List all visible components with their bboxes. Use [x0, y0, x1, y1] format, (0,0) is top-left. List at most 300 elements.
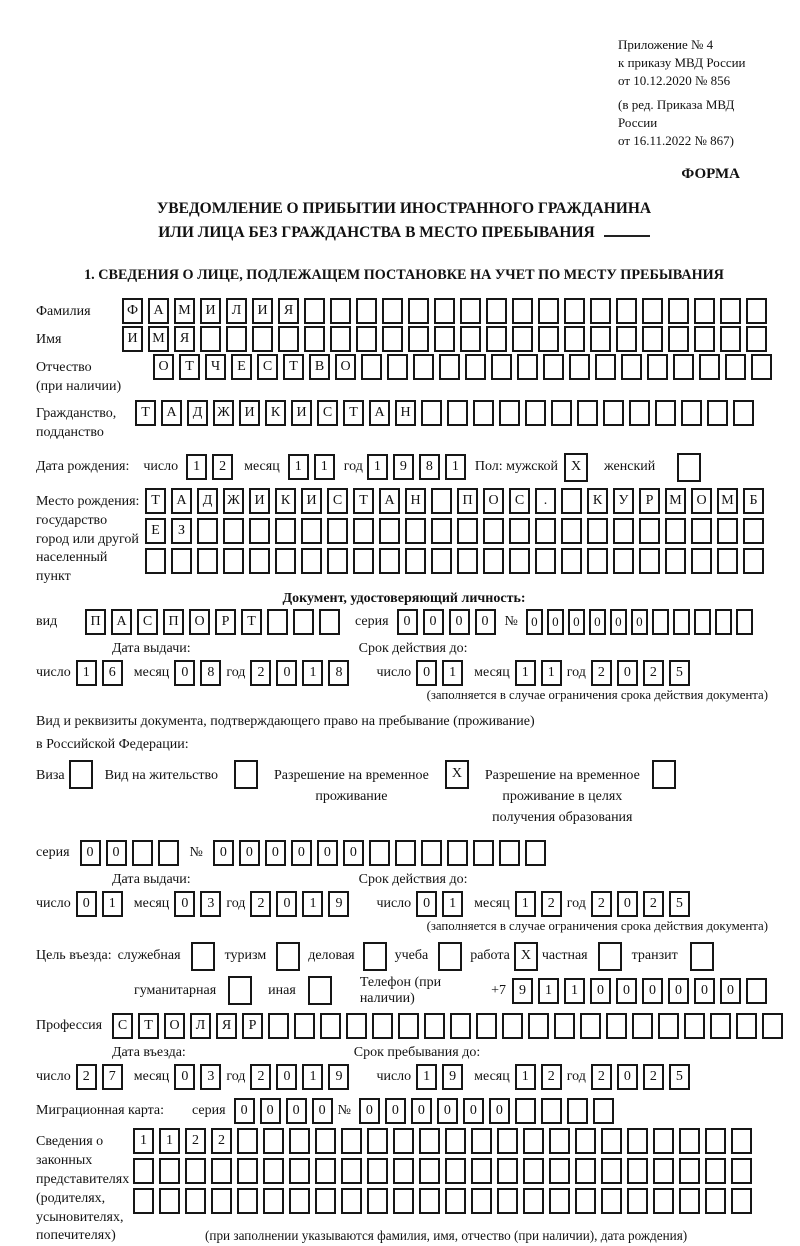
char-cell[interactable] [715, 609, 732, 635]
char-cell[interactable]: 1 [538, 978, 559, 1004]
char-cell[interactable] [319, 609, 340, 635]
char-cell[interactable] [393, 1128, 414, 1154]
char-cell[interactable] [419, 1158, 440, 1184]
char-cell[interactable] [457, 548, 478, 574]
char-cell[interactable]: Е [231, 354, 252, 380]
char-cell[interactable] [185, 1188, 206, 1214]
char-cell[interactable]: 1 [314, 454, 335, 480]
char-cell[interactable]: 0 [359, 1098, 380, 1124]
char-cell[interactable]: 2 [591, 891, 612, 917]
checkbox-purpose-business[interactable] [363, 942, 387, 971]
char-cell[interactable] [541, 1098, 562, 1124]
char-cell[interactable]: Т [353, 488, 374, 514]
char-cell[interactable]: 2 [212, 454, 233, 480]
char-cell[interactable] [408, 298, 429, 324]
char-cell[interactable]: М [665, 488, 686, 514]
char-cell[interactable] [327, 548, 348, 574]
char-cell[interactable] [159, 1188, 180, 1214]
char-cell[interactable] [237, 1158, 258, 1184]
char-cell[interactable]: 0 [616, 978, 637, 1004]
char-cell[interactable] [133, 1188, 154, 1214]
char-cell[interactable] [263, 1158, 284, 1184]
char-cell[interactable] [434, 326, 455, 352]
char-cell[interactable]: 0 [437, 1098, 458, 1124]
char-cell[interactable] [684, 1013, 705, 1039]
char-cell[interactable] [523, 1128, 544, 1154]
char-cell[interactable] [439, 354, 460, 380]
char-cell[interactable]: 0 [590, 978, 611, 1004]
char-cell[interactable] [158, 840, 179, 866]
char-cell[interactable]: 1 [302, 1064, 323, 1090]
char-cell[interactable] [746, 978, 767, 1004]
char-cell[interactable] [424, 1013, 445, 1039]
char-cell[interactable] [327, 518, 348, 544]
char-cell[interactable]: И [301, 488, 322, 514]
char-cell[interactable]: 1 [133, 1128, 154, 1154]
char-cell[interactable]: И [122, 326, 143, 352]
char-cell[interactable] [575, 1188, 596, 1214]
char-cell[interactable]: 1 [442, 891, 463, 917]
char-cell[interactable] [720, 298, 741, 324]
char-cell[interactable] [289, 1158, 310, 1184]
char-cell[interactable] [679, 1158, 700, 1184]
char-cell[interactable]: М [717, 488, 738, 514]
char-cell[interactable] [497, 1188, 518, 1214]
char-cell[interactable]: 0 [720, 978, 741, 1004]
char-cell[interactable] [655, 400, 676, 426]
char-cell[interactable] [185, 1158, 206, 1184]
char-cell[interactable] [590, 298, 611, 324]
char-cell[interactable]: 0 [568, 609, 585, 635]
char-cell[interactable] [746, 298, 767, 324]
char-cell[interactable]: 2 [250, 891, 271, 917]
char-cell[interactable]: 0 [617, 1064, 638, 1090]
char-cell[interactable]: 2 [643, 660, 664, 686]
char-cell[interactable] [717, 548, 738, 574]
char-cell[interactable]: В [309, 354, 330, 380]
char-cell[interactable]: 0 [80, 840, 101, 866]
char-cell[interactable] [471, 1158, 492, 1184]
char-cell[interactable] [535, 518, 556, 544]
char-cell[interactable]: 0 [397, 609, 418, 635]
char-cell[interactable] [497, 1128, 518, 1154]
char-cell[interactable] [681, 400, 702, 426]
char-cell[interactable] [226, 326, 247, 352]
char-cell[interactable] [356, 298, 377, 324]
char-cell[interactable]: 0 [213, 840, 234, 866]
char-cell[interactable] [431, 488, 452, 514]
char-cell[interactable]: 0 [547, 609, 564, 635]
char-cell[interactable] [211, 1158, 232, 1184]
char-cell[interactable] [465, 354, 486, 380]
checkbox-residence-permit[interactable] [234, 760, 258, 789]
char-cell[interactable] [353, 518, 374, 544]
char-cell[interactable]: О [189, 609, 210, 635]
char-cell[interactable] [668, 298, 689, 324]
char-cell[interactable]: 0 [276, 891, 297, 917]
char-cell[interactable]: И [252, 298, 273, 324]
char-cell[interactable] [223, 518, 244, 544]
char-cell[interactable] [673, 354, 694, 380]
char-cell[interactable]: 8 [419, 454, 440, 480]
char-cell[interactable] [665, 518, 686, 544]
char-cell[interactable]: 1 [302, 891, 323, 917]
char-cell[interactable] [405, 548, 426, 574]
char-cell[interactable] [304, 326, 325, 352]
char-cell[interactable]: И [249, 488, 270, 514]
char-cell[interactable] [369, 840, 390, 866]
char-cell[interactable]: 0 [526, 609, 543, 635]
checkbox-temporary-residence[interactable]: X [445, 760, 469, 789]
char-cell[interactable]: 2 [541, 891, 562, 917]
char-cell[interactable] [346, 1013, 367, 1039]
char-cell[interactable]: 2 [591, 660, 612, 686]
char-cell[interactable]: 0 [286, 1098, 307, 1124]
char-cell[interactable]: 5 [669, 891, 690, 917]
char-cell[interactable] [483, 548, 504, 574]
checkbox-sex-male[interactable]: X [564, 453, 588, 482]
char-cell[interactable] [590, 326, 611, 352]
char-cell[interactable] [405, 518, 426, 544]
char-cell[interactable]: Ж [223, 488, 244, 514]
char-cell[interactable] [564, 298, 585, 324]
char-cell[interactable] [315, 1158, 336, 1184]
char-cell[interactable]: 0 [174, 1064, 195, 1090]
char-cell[interactable]: С [509, 488, 530, 514]
char-cell[interactable] [476, 1013, 497, 1039]
char-cell[interactable]: 1 [288, 454, 309, 480]
char-cell[interactable]: 0 [610, 609, 627, 635]
char-cell[interactable] [491, 354, 512, 380]
char-cell[interactable]: 2 [541, 1064, 562, 1090]
char-cell[interactable]: 2 [211, 1128, 232, 1154]
char-cell[interactable]: О [483, 488, 504, 514]
char-cell[interactable] [237, 1128, 258, 1154]
char-cell[interactable]: 0 [668, 978, 689, 1004]
char-cell[interactable]: П [457, 488, 478, 514]
char-cell[interactable] [691, 548, 712, 574]
char-cell[interactable] [361, 354, 382, 380]
char-cell[interactable] [613, 548, 634, 574]
char-cell[interactable]: С [137, 609, 158, 635]
checkbox-purpose-study[interactable] [438, 942, 462, 971]
char-cell[interactable] [379, 548, 400, 574]
char-cell[interactable] [421, 400, 442, 426]
char-cell[interactable]: А [161, 400, 182, 426]
char-cell[interactable] [413, 354, 434, 380]
char-cell[interactable] [275, 518, 296, 544]
char-cell[interactable] [367, 1188, 388, 1214]
char-cell[interactable] [731, 1128, 752, 1154]
char-cell[interactable] [497, 1158, 518, 1184]
char-cell[interactable] [421, 840, 442, 866]
char-cell[interactable]: 0 [631, 609, 648, 635]
char-cell[interactable] [460, 326, 481, 352]
char-cell[interactable] [587, 548, 608, 574]
char-cell[interactable] [627, 1128, 648, 1154]
char-cell[interactable]: И [200, 298, 221, 324]
char-cell[interactable] [751, 354, 772, 380]
char-cell[interactable] [593, 1098, 614, 1124]
char-cell[interactable]: 0 [416, 891, 437, 917]
char-cell[interactable] [486, 298, 507, 324]
char-cell[interactable] [398, 1013, 419, 1039]
char-cell[interactable] [200, 326, 221, 352]
char-cell[interactable] [538, 298, 559, 324]
char-cell[interactable]: Н [405, 488, 426, 514]
char-cell[interactable] [561, 548, 582, 574]
char-cell[interactable]: 2 [185, 1128, 206, 1154]
char-cell[interactable]: Я [174, 326, 195, 352]
char-cell[interactable] [561, 518, 582, 544]
char-cell[interactable]: 0 [276, 660, 297, 686]
char-cell[interactable]: 9 [328, 1064, 349, 1090]
char-cell[interactable]: 8 [328, 660, 349, 686]
char-cell[interactable] [707, 400, 728, 426]
char-cell[interactable] [237, 1188, 258, 1214]
char-cell[interactable] [471, 1188, 492, 1214]
char-cell[interactable]: 0 [416, 660, 437, 686]
char-cell[interactable]: И [291, 400, 312, 426]
checkbox-purpose-humanitarian[interactable] [228, 976, 252, 1005]
char-cell[interactable] [457, 518, 478, 544]
char-cell[interactable]: 2 [250, 660, 271, 686]
char-cell[interactable] [294, 1013, 315, 1039]
checkbox-purpose-tourism[interactable] [276, 942, 300, 971]
char-cell[interactable]: 1 [159, 1128, 180, 1154]
char-cell[interactable]: 0 [317, 840, 338, 866]
char-cell[interactable]: 2 [591, 1064, 612, 1090]
char-cell[interactable] [639, 518, 660, 544]
char-cell[interactable] [379, 518, 400, 544]
char-cell[interactable] [525, 400, 546, 426]
char-cell[interactable] [720, 326, 741, 352]
char-cell[interactable]: С [112, 1013, 133, 1039]
char-cell[interactable] [694, 326, 715, 352]
char-cell[interactable] [382, 326, 403, 352]
checkbox-temporary-residence-education[interactable] [652, 760, 676, 789]
char-cell[interactable] [267, 609, 288, 635]
char-cell[interactable] [445, 1128, 466, 1154]
char-cell[interactable]: 3 [200, 1064, 221, 1090]
char-cell[interactable] [356, 326, 377, 352]
char-cell[interactable] [551, 400, 572, 426]
char-cell[interactable]: 1 [541, 660, 562, 686]
char-cell[interactable] [278, 326, 299, 352]
char-cell[interactable] [601, 1188, 622, 1214]
char-cell[interactable]: 1 [302, 660, 323, 686]
char-cell[interactable] [431, 548, 452, 574]
char-cell[interactable] [673, 609, 690, 635]
char-cell[interactable] [223, 548, 244, 574]
char-cell[interactable]: Н [395, 400, 416, 426]
char-cell[interactable]: С [317, 400, 338, 426]
char-cell[interactable]: А [369, 400, 390, 426]
char-cell[interactable] [731, 1188, 752, 1214]
char-cell[interactable] [387, 354, 408, 380]
char-cell[interactable]: А [148, 298, 169, 324]
char-cell[interactable] [341, 1158, 362, 1184]
char-cell[interactable]: 0 [589, 609, 606, 635]
char-cell[interactable] [419, 1188, 440, 1214]
char-cell[interactable] [509, 548, 530, 574]
char-cell[interactable]: 1 [442, 660, 463, 686]
char-cell[interactable] [263, 1188, 284, 1214]
char-cell[interactable]: 0 [174, 891, 195, 917]
char-cell[interactable] [445, 1188, 466, 1214]
char-cell[interactable] [431, 518, 452, 544]
char-cell[interactable] [473, 400, 494, 426]
char-cell[interactable] [304, 298, 325, 324]
char-cell[interactable] [762, 1013, 783, 1039]
char-cell[interactable] [249, 518, 270, 544]
char-cell[interactable]: К [275, 488, 296, 514]
char-cell[interactable] [447, 400, 468, 426]
char-cell[interactable] [642, 326, 663, 352]
char-cell[interactable] [132, 840, 153, 866]
char-cell[interactable]: П [85, 609, 106, 635]
char-cell[interactable] [705, 1128, 726, 1154]
checkbox-purpose-work[interactable]: X [514, 942, 538, 971]
char-cell[interactable] [159, 1158, 180, 1184]
char-cell[interactable] [595, 354, 616, 380]
char-cell[interactable]: С [257, 354, 278, 380]
char-cell[interactable] [616, 326, 637, 352]
char-cell[interactable]: 3 [200, 891, 221, 917]
char-cell[interactable]: 1 [76, 660, 97, 686]
char-cell[interactable] [133, 1158, 154, 1184]
char-cell[interactable]: 0 [642, 978, 663, 1004]
char-cell[interactable]: 2 [250, 1064, 271, 1090]
char-cell[interactable] [341, 1128, 362, 1154]
char-cell[interactable] [509, 518, 530, 544]
char-cell[interactable] [523, 1158, 544, 1184]
checkbox-purpose-official[interactable] [191, 942, 215, 971]
char-cell[interactable] [171, 548, 192, 574]
char-cell[interactable] [525, 840, 546, 866]
char-cell[interactable] [419, 1128, 440, 1154]
char-cell[interactable]: 0 [174, 660, 195, 686]
char-cell[interactable] [263, 1128, 284, 1154]
char-cell[interactable] [483, 518, 504, 544]
char-cell[interactable] [564, 326, 585, 352]
char-cell[interactable] [301, 548, 322, 574]
char-cell[interactable] [372, 1013, 393, 1039]
char-cell[interactable]: 8 [200, 660, 221, 686]
char-cell[interactable] [353, 548, 374, 574]
char-cell[interactable]: Т [283, 354, 304, 380]
char-cell[interactable] [320, 1013, 341, 1039]
char-cell[interactable]: 2 [643, 1064, 664, 1090]
char-cell[interactable]: 0 [449, 609, 470, 635]
char-cell[interactable] [629, 400, 650, 426]
char-cell[interactable] [575, 1128, 596, 1154]
char-cell[interactable] [543, 354, 564, 380]
char-cell[interactable] [710, 1013, 731, 1039]
char-cell[interactable] [315, 1188, 336, 1214]
char-cell[interactable] [653, 1158, 674, 1184]
char-cell[interactable] [642, 298, 663, 324]
char-cell[interactable] [733, 400, 754, 426]
checkbox-sex-female[interactable] [677, 453, 701, 482]
char-cell[interactable]: 0 [385, 1098, 406, 1124]
char-cell[interactable] [393, 1158, 414, 1184]
char-cell[interactable] [652, 609, 669, 635]
char-cell[interactable] [408, 326, 429, 352]
char-cell[interactable]: Р [639, 488, 660, 514]
char-cell[interactable]: 0 [291, 840, 312, 866]
char-cell[interactable]: 9 [442, 1064, 463, 1090]
char-cell[interactable] [575, 1158, 596, 1184]
char-cell[interactable] [658, 1013, 679, 1039]
char-cell[interactable]: 0 [276, 1064, 297, 1090]
char-cell[interactable]: О [335, 354, 356, 380]
char-cell[interactable]: 1 [367, 454, 388, 480]
char-cell[interactable]: Е [145, 518, 166, 544]
char-cell[interactable] [613, 518, 634, 544]
char-cell[interactable] [679, 1128, 700, 1154]
char-cell[interactable]: Л [226, 298, 247, 324]
char-cell[interactable]: 1 [445, 454, 466, 480]
char-cell[interactable] [512, 298, 533, 324]
char-cell[interactable]: 1 [515, 660, 536, 686]
char-cell[interactable] [731, 1158, 752, 1184]
char-cell[interactable] [653, 1188, 674, 1214]
char-cell[interactable]: Б [743, 488, 764, 514]
char-cell[interactable]: З [171, 518, 192, 544]
char-cell[interactable]: У [613, 488, 634, 514]
char-cell[interactable]: 0 [106, 840, 127, 866]
char-cell[interactable] [725, 354, 746, 380]
char-cell[interactable] [499, 840, 520, 866]
checkbox-purpose-transit[interactable] [690, 942, 714, 971]
char-cell[interactable] [502, 1013, 523, 1039]
char-cell[interactable]: 0 [489, 1098, 510, 1124]
char-cell[interactable] [601, 1128, 622, 1154]
char-cell[interactable] [567, 1098, 588, 1124]
char-cell[interactable] [145, 548, 166, 574]
char-cell[interactable]: 9 [393, 454, 414, 480]
char-cell[interactable]: О [153, 354, 174, 380]
char-cell[interactable]: Ф [122, 298, 143, 324]
char-cell[interactable]: 0 [239, 840, 260, 866]
char-cell[interactable] [293, 609, 314, 635]
char-cell[interactable] [393, 1188, 414, 1214]
char-cell[interactable]: Д [197, 488, 218, 514]
char-cell[interactable] [367, 1158, 388, 1184]
char-cell[interactable]: 1 [186, 454, 207, 480]
char-cell[interactable] [395, 840, 416, 866]
char-cell[interactable]: 1 [102, 891, 123, 917]
checkbox-visa[interactable] [69, 760, 93, 789]
char-cell[interactable]: Ч [205, 354, 226, 380]
char-cell[interactable] [486, 326, 507, 352]
char-cell[interactable]: М [174, 298, 195, 324]
char-cell[interactable] [694, 609, 711, 635]
char-cell[interactable] [639, 548, 660, 574]
char-cell[interactable] [549, 1158, 570, 1184]
char-cell[interactable]: 7 [102, 1064, 123, 1090]
char-cell[interactable]: 0 [475, 609, 496, 635]
char-cell[interactable]: Д [187, 400, 208, 426]
char-cell[interactable] [471, 1128, 492, 1154]
char-cell[interactable] [197, 548, 218, 574]
char-cell[interactable] [289, 1188, 310, 1214]
char-cell[interactable] [606, 1013, 627, 1039]
char-cell[interactable] [434, 298, 455, 324]
char-cell[interactable] [705, 1158, 726, 1184]
char-cell[interactable]: 0 [312, 1098, 333, 1124]
